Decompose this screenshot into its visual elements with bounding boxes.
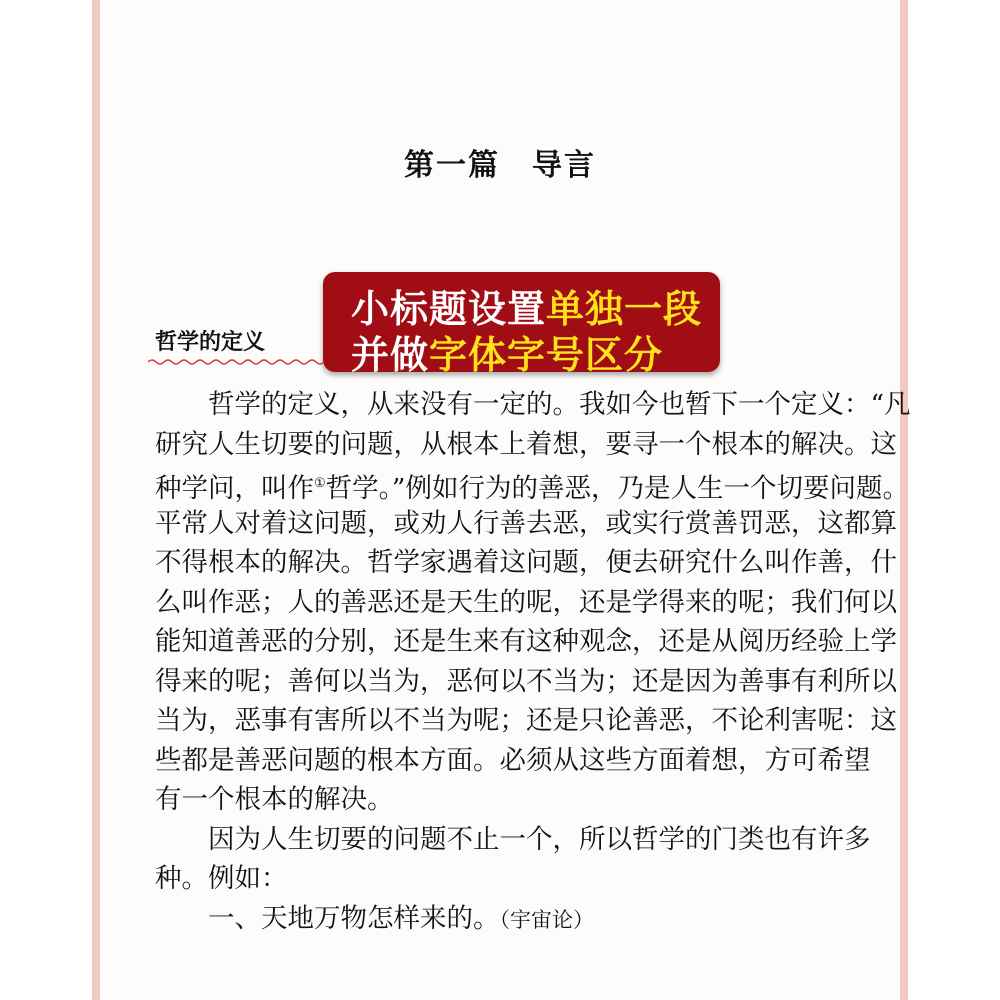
text-line: 种。例如： (155, 863, 288, 894)
text-note: （宇宙论） (499, 907, 594, 932)
text-line: 不得根本的解决。哲学家遇着这问题，便去研究什么叫作善，什 (155, 547, 897, 578)
text-line: 平常人对着这问题，或劝人行善去恶，或实行赏善罚恶，这都算 (155, 507, 897, 539)
text-span: 哲学。”例如行为的善恶，乃是人生一个切要问题。 (325, 472, 909, 504)
text-line (155, 899, 855, 939)
callout-text: 并做 (351, 333, 430, 377)
text-line: 哲学的定义，从来没有一定的。我如今也暂下一个定义：“凡 (208, 389, 911, 420)
section-heading: 哲学的定义 (155, 330, 266, 355)
chapter-title: 第一篇 导言 (404, 148, 596, 183)
callout-highlight: 字体字号区分 (429, 333, 664, 377)
text-line: 当为，恶事有害所以不当为呢；还是只论善恶，不论利害呢：这 (155, 705, 897, 736)
text-line: 么叫作恶；人的善恶还是天生的呢，还是学得来的呢；我们何以 (155, 586, 897, 618)
annotation-callout (323, 272, 720, 377)
callout-line-2 (351, 324, 663, 379)
footnote-marker[interactable]: ① (314, 476, 326, 491)
squiggle-underline (148, 358, 323, 366)
text-line: 有一个根本的解决。 (155, 784, 394, 815)
body-text (155, 385, 911, 938)
text-span: 一、天地万物怎样来的。 (208, 902, 500, 934)
callout-highlight: 单独一段 (546, 287, 703, 331)
text-line: 得来的呢；善何以当为，恶何以不当为；还是因为善事有利所以 (155, 665, 897, 697)
text-line (155, 464, 909, 504)
text-line: 因为人生切要的问题不止一个，所以哲学的门类也有许多 (208, 823, 871, 855)
text-line: 研究人生切要的问题，从根本上着想，要寻一个根本的解决。这 (155, 428, 897, 460)
text-span: 种学问，叫作 (155, 472, 314, 504)
text-line: 些都是善恶问题的根本方面。必须从这些方面着想，方可希望 (155, 744, 871, 776)
text-line: 能知道善恶的分别，还是生来有这种观念，还是从阅历经验上学 (155, 626, 897, 657)
callout-text: 小标题设置 (351, 287, 547, 331)
